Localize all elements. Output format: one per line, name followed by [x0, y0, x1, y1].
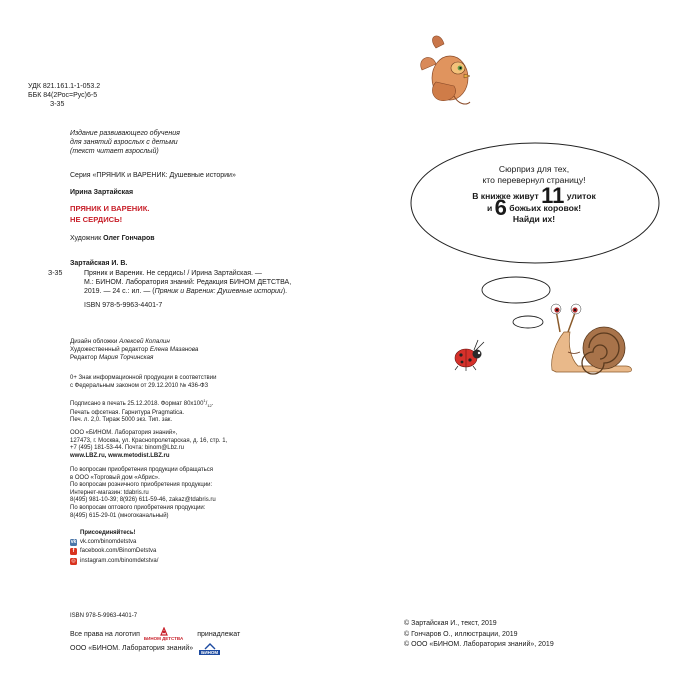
credit-name: Елена Мазанова — [149, 346, 199, 353]
purchase-line: Интернет-магазин: tdabris.ru — [70, 489, 149, 496]
purchase-block — [70, 467, 216, 520]
print-info-line: Печать офсетная. Гарнитура Pragmatica. — [70, 409, 185, 416]
credit-line — [70, 346, 198, 354]
ladybug-illustration — [450, 338, 492, 372]
bubble-line: Найди их! — [512, 214, 556, 224]
snail-icon — [551, 304, 632, 374]
illustrator-line — [70, 234, 155, 243]
publisher-block — [70, 430, 227, 460]
age-mark — [70, 375, 216, 390]
print-info-part: . — [211, 401, 214, 407]
social-link-text[interactable]: instagram.com/binomdetstva/ — [80, 557, 159, 564]
copyright-line: © ООО «БИНОМ. Лаборатория знаний», 2019 — [404, 641, 554, 648]
age-mark-line: с Федеральным законом от 29.12.2010 № 436-ФЗ — [70, 382, 209, 389]
bubble-line: Сюрприз для тех, — [498, 164, 570, 174]
author-name: Ирина Зартайская — [70, 189, 134, 196]
copyright-block — [404, 619, 554, 651]
bubble-text-part: и — [486, 203, 493, 213]
credit-line — [70, 354, 198, 362]
illustrator-name: Олег Гончаров — [103, 235, 155, 242]
purchase-line: 8(495) 615-29-01 (многоканальный) — [70, 512, 169, 519]
rights-text: ООО «БИНОМ. Лаборатория знаний» — [70, 645, 194, 652]
snail-illustration — [546, 296, 638, 376]
udc-block — [28, 82, 100, 109]
publisher-line: +7 (495) 181-53-44. Почта: binom@Lbz.ru — [70, 445, 184, 452]
social-block — [70, 530, 158, 565]
rights-text: принадлежат — [197, 630, 241, 638]
format-sub: 12 — [207, 403, 212, 409]
author-code: З-35 — [50, 101, 65, 108]
credit-label: Художественный редактор — [70, 346, 149, 353]
bird-illustration — [414, 30, 480, 110]
publisher-line: ООО «БИНОМ. Лаборатория знаний», — [70, 430, 178, 436]
vk-icon: vk — [70, 538, 77, 545]
binom-detstva-logo — [144, 627, 183, 642]
publisher-line: 127473, г. Москва, ул. Краснопролетарская, д. 16, стр. 1, — [70, 437, 228, 444]
biblio-line-part: 2019. — 24 с.: ил. — ( — [84, 288, 155, 295]
logo-text: БИНОМ ДЕТСТВА — [143, 636, 184, 641]
edition-note-line: Издание развивающего обучения — [70, 130, 180, 137]
rights-line — [70, 627, 240, 642]
bottom-isbn: ISBN 978-5-9963-4401-7 — [70, 613, 138, 619]
print-info-part: Подписано в печать 25.12.2018. Формат 80x100 — [70, 401, 204, 407]
biblio-line — [84, 287, 291, 296]
biblio-line: М.: БИНОМ. Лаборатория знаний: Редакция БИНОМ ДЕТСТВА, — [84, 279, 292, 286]
purchase-line: в ООО «Торговый дом «Абрис». — [70, 474, 160, 481]
social-link-vk[interactable] — [70, 539, 158, 547]
thought-bubble-large — [482, 277, 550, 303]
credits-block — [70, 338, 198, 362]
bubble-text-part: В книжке живут — [472, 191, 539, 201]
purchase-line: По вопросам оптового приобретения продукции: — [70, 504, 206, 511]
copyright-line: © Зартайская И., текст, 2019 — [404, 620, 497, 627]
rights-line — [70, 642, 240, 656]
social-link-facebook[interactable] — [70, 548, 158, 556]
credit-label: Дизайн обложки — [70, 338, 118, 345]
binom-logo — [199, 643, 220, 655]
series-line: Серия «ПРЯНИК и ВАРЕНИК: Душевные истории» — [70, 172, 236, 179]
book-title-line: НЕ СЕРДИСЬ! — [70, 215, 123, 224]
thought-bubble-small — [513, 316, 543, 328]
purchase-line: По вопросам розничного приобретения продукции: — [70, 482, 213, 489]
biblio-author: Зартайская И. В. — [70, 260, 128, 267]
website-link[interactable]: www.LBZ.ru, www.metodist.LBZ.ru — [70, 452, 170, 459]
facebook-icon: f — [70, 548, 77, 555]
credit-name: Алексей Копалин — [119, 338, 170, 345]
instagram-icon: ◎ — [71, 558, 76, 565]
biblio-code: З-35 — [48, 270, 63, 277]
bbk-code: ББК 84(2Рос=Рус)6-5 — [28, 92, 98, 99]
bubble-text — [420, 164, 648, 225]
edition-note-line: для занятий взрослых с детьми — [70, 139, 178, 146]
print-info-line: Печ. л. 2,0. Тираж 5000 экз. Тип. зак. — [70, 417, 173, 424]
age-mark-line: 0+ Знак информационной продукции в соответствии — [70, 375, 217, 381]
snails-count: 11 — [541, 183, 565, 208]
social-heading: Присоединяйтесь! — [80, 530, 136, 536]
logo-mark-icon — [159, 627, 169, 636]
credit-name: Мария Торчинская — [98, 354, 154, 361]
copyright-line: © Гончаров О., иллюстрации, 2019 — [404, 630, 518, 638]
purchase-line: 8(495) 981-10-39; 8(926) 611-59-46, zakaz@tdabris.ru — [70, 497, 216, 504]
credit-label: Редактор — [70, 354, 98, 361]
social-link-instagram[interactable] — [70, 558, 158, 566]
ladybugs-count: 6 — [494, 195, 507, 220]
logo-text: БИНОМ — [201, 650, 219, 655]
bubble-text-part: божьих коровок! — [509, 203, 582, 213]
format-sup: 1 — [203, 398, 206, 403]
print-info — [70, 397, 213, 425]
bubble-text-part: улиток — [566, 191, 596, 201]
biblio-line-part: ). — [282, 288, 288, 295]
illustrator-label: Художник — [70, 235, 102, 242]
purchase-line: По вопросам приобретения продукции обращаться — [70, 467, 214, 473]
rights-block — [70, 627, 240, 656]
biblio-entry — [84, 269, 291, 310]
bubble-line: кто перевернул страницу! — [482, 175, 586, 185]
book-title — [70, 203, 149, 225]
social-link-text[interactable]: vk.com/binomdetstva — [80, 538, 137, 545]
edition-note-line: (текст читает взрослый) — [70, 148, 159, 155]
biblio-block — [70, 259, 127, 268]
ladybug-icon — [455, 340, 484, 371]
biblio-line: Пряник и Вареник. Не сердись! / Ирина Зартайская. — — [84, 270, 262, 277]
rights-text: Все права на логотип — [70, 630, 140, 638]
book-title-line: ПРЯНИК И ВАРЕНИК. — [70, 204, 150, 213]
social-link-text[interactable]: facebook.com/BinomDetstva — [80, 548, 157, 555]
biblio-isbn: ISBN 978-5-9963-4401-7 — [84, 302, 163, 309]
udk-code: УДК 821.161.1-1-053.2 — [28, 83, 101, 90]
logo-mark-icon — [203, 643, 217, 650]
credit-line — [70, 338, 198, 346]
edition-note — [70, 129, 180, 156]
bird-icon — [421, 36, 470, 104]
biblio-series: Пряник и Вареник: Душевные истории — [154, 288, 283, 295]
print-info-line: Подписано в печать 25.12.2018. Формат $80x100^1/_{12}$. — [70, 398, 214, 409]
